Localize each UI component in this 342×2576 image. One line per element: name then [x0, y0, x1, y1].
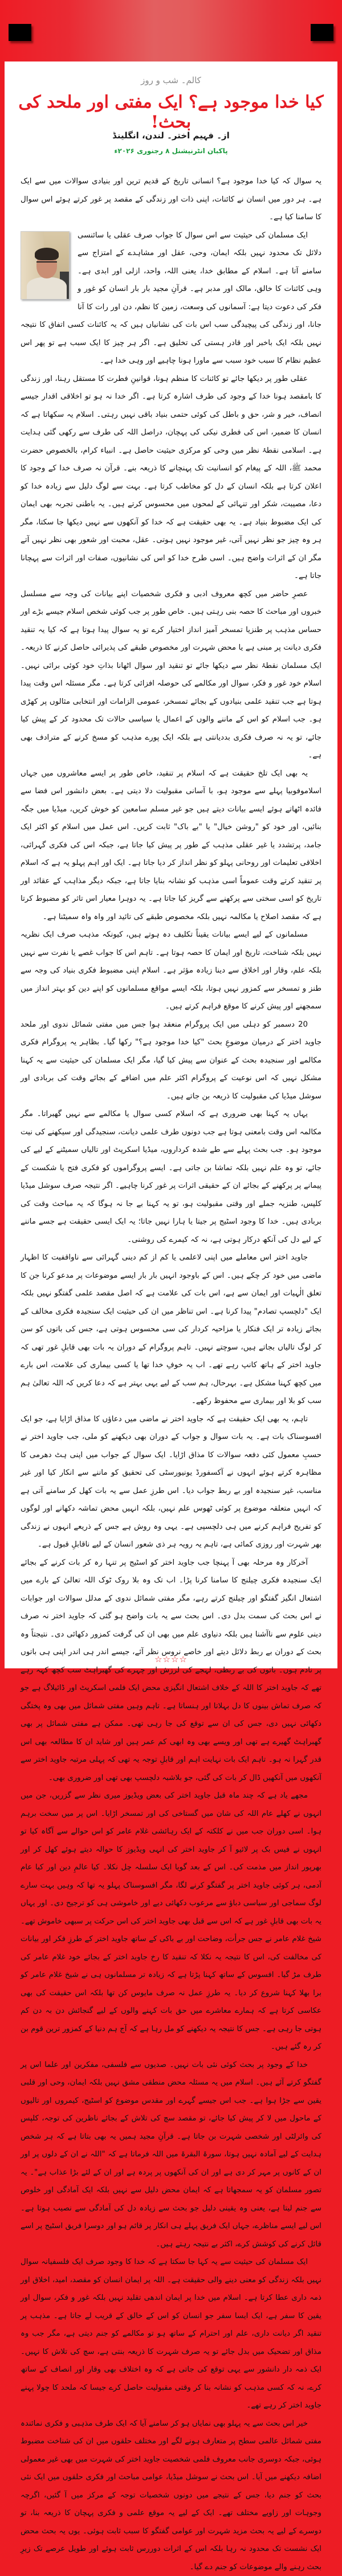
paragraph: یہاں یہ کہنا بھی ضروری ہے کہ اسلام کسی سوال یا مکالمے سے نہیں گھبراتا۔ مگر مکالمہ اس وقت بامعنی ہوتا ہے جب دونوں طرف علمی دیانت، سنجیدگی اور سیکھنے کی نیت موجود ہو۔ جب بحث پہلے سے طے شدہ کرداروں، میڈیا اسکرپٹ اور تالیاں سمیٹنے کے لیے کی جائے، تو وہ علم نہیں بلکہ تماشا بن جاتی ہے۔ ایسے پروگراموں کو فکری فتح یا شکست کے پیمانے پر پرکھنے کے بجائے ان کے حقیقی اثرات پر غور کرنا چاہیے۔ اگر نتیجہ صرف سوشل میڈیا کلپس، طنزیہ جملے اور وقتی مقبولیت ہو، تو یہ کہنا بے جا نہ ہوگا کہ یہ مباحث وقت کی بربادی ہیں۔ خدا کا وجود اسٹیج پر جیتا یا ہارا نہیں جاتا؛ یہ ایک ایسی حقیقت ہے جسے ماننے کے لیے دل کی آنکھ درکار ہوتی ہے، نہ کہ کیمرے کی روشنی۔ — [21, 1105, 321, 1249]
column-kicker: کالم۔ شب و روز — [5, 75, 337, 85]
header-band — [0, 0, 342, 61]
author-photo — [21, 231, 70, 300]
paragraph: یہ سوال کہ کیا خدا موجود ہے؟ انسانی تاریخ کے قدیم ترین اور بنیادی سوالات میں سے ایک ہے۔ ہر دور میں انسان نے کائنات، اپنی ذات اور زندگی کے مقصد پر غور کرتے ہوئے اس سوال کا سامنا کیا ہے۔ — [21, 173, 321, 227]
paragraph: مجھے یاد ہے کہ چند ماہ قبل جاوید اختر کی بعض ویڈیوز میری نظر سے گزریں، جن میں انہوں نے کھلے عام اللہ کی شان میں گستاخی کی اور تمسخر اڑایا۔ اس پر میں سخت برہم ہوا۔ اسی دوران جب میں نے کلکتہ کے ایک رہائشی غلام عامر کو اس حوالے سے آگاہ کیا تو انہوں نے فیس بک پر لائیو آ کر جاوید اختر کی انہی ویڈیوز کا حوالہ دیتے ہوئے کھل کر اور بھرپور انداز میں مذمت کی۔ اس کے بعد گویا ایک سلسلہ چل نکلا۔ کیا عالمِ دین اور کیا عام آدمی، ہر کوئی جاوید اختر پر گفتگو کرنے لگا، مگر افسوسناک پہلو یہ تھا کہ وہیں بہت سارے لوگ سماجی اور سیاسی دباؤ سے مرعوب دکھائی دیے اور خاموشی ہی کو ترجیح دی۔ اور یہاں یہ بات بھی قابلِ غور ہے کہ اس سے قبل بھی جاوید اختر کی اس حرکت پر سبھی خاموش تھے۔ شیخ غلام عامر نے جس جرأت، وضاحت اور بے باکی کے ساتھ جاوید اختر کے طرزِ فکر اور بیانات کی مخالفت کی، اس کا نتیجہ یہ نکلا کہ تنقید کا رخ جاوید اختر کے بجائے خود غلام عامر کی طرف مڑ گیا۔ افسوس کے ساتھ کہنا پڑتا ہے کہ زیادہ تر مسلمانوں ہی نے شیخ غلام عامر کو برا بھلا کہنا شروع کر دیا۔ یہ طرزِ عمل نہ صرف مایوس کن تھا بلکہ اس حقیقت کی بھی عکاسی کرتا ہے کہ ہمارے معاشرے میں حق بات کہنے والوں کے لیے گنجائش دن بہ دن کم ہوتی جا رہی ہے۔ جس کا نتیجہ یہ دیکھنے کو مل رہا ہے کہ آج ہم دنیا کے کمزور ترین قوم بن کر رہ گئے ہیں۔ — [21, 1787, 321, 2056]
article-headline: کیا خدا موجود ہے؟ ایک مفتی اور ملحد کی بحث! — [5, 92, 337, 132]
decorative-square-left — [9, 24, 31, 41]
article-page — [5, 61, 337, 1668]
publication-dateline: پاکبان انٹرنیشنل ۸ رجنوری ۲۰۲۶ء — [5, 147, 337, 155]
paragraph: مسلمانوں کے لیے ایسے بیانات یقیناً تکلیف دہ ہوتے ہیں، کیونکہ مذہب صرف ایک نظریہ نہیں بلکہ شناخت، تاریخ اور ایمان کا حصہ ہوتا ہے۔ تاہم اس کا جواب غصے یا نفرت سے نہیں بلکہ علم، وقار اور اخلاق سے دینا زیادہ مؤثر ہے۔ اسلام اپنی مضبوط فکری بنیاد کی وجہ سے طنز و تمسخر سے کمزور نہیں ہوتا، بلکہ ایسے مواقع مسلمانوں کو اپنے دین کو بہتر انداز میں سمجھنے اور پیش کرنے کا موقع فراہم کرتے ہیں۔ — [21, 926, 321, 1016]
paragraph: عصرِ حاضر میں کچھ معروف ادبی و فکری شخصیات اپنے بیانات کی وجہ سے مسلسل خبروں اور مباحث کا حصہ بنی رہتی ہیں۔ خاص طور پر جب کوئی شخص اسلام جیسے بڑے اور حساس مذہب پر طنزیا تمسخر آمیز انداز اختیار کرے تو یہ سوال پیدا ہوتا ہے کہ کیا یہ تنقید فکری دیانت پر مبنی ہے یا محض شہرت اور مخصوص طبقے کی پذیرائی حاصل کرنے کا ذریعہ۔ ایک مسلمان نقطۂ نظر سے دیکھا جائے تو تنقید اور سوال اٹھانا بذاتِ خود کوئی برائی نہیں۔ اسلام خود غور و فکر، سوال اور مکالمے کی حوصلہ افزائی کرتا ہے۔ مگر مسئلہ اس وقت پیدا ہوتا ہے جب تنقید علمی بنیادوں کے بجائے تمسخر، عمومی الزامات اور انتخابی مثالوں پر کھڑی ہو۔ جب اسلام کو اس کے ماننے والوں کے اعمال یا سیاسی حالات تک محدود کر کے پیش کیا جائے، تو یہ نہ صرف فکری بددیانتی ہے بلکہ ایک پورے مذہب کو مسخ کرنے کے مترادف بھی ہے۔ — [21, 585, 321, 765]
paragraph: ایک مسلمان کی حیثیت سے اس سوال کا جواب صرف عقلی یا سائنسی دلائل تک محدود نہیں بلکہ ایمان، وحی، عقل اور مشاہدے کے امتزاج سے سامنے آتا ہے۔ اسلام کے مطابق خدا، یعنی اللہ، واحد، ازلی اور ابدی ہے۔ وہی کائنات کا خالق، مالک اور مدبر ہے۔ قرآنِ مجید بار بار انسان کو غور و فکر کی دعوت دیتا ہے: آسمانوں کی وسعت، زمین کا نظم، دن اور رات کا آنا جانا، اور زندگی کی پیچیدگی سب اس بات کی نشانیاں ہیں کہ یہ کائنات کسی اتفاق کا نتیجہ نہیں بلکہ ایک باخبر اور قادر ہستی کی تخلیق ہے۔ اگر ہر چیز کا ایک سبب ہے تو پھر اس عظیم نظام کا سبب خود سبب سے ماورا ہونا چاہیے اور وہی خدا ہے۔ — [21, 227, 321, 370]
paragraph: عقلی طور پر دیکھا جائے تو کائنات کا منظم ہونا، قوانینِ فطرت کا مستقل رہنا، اور زندگی کا بامقصد ہونا خدا کے وجود کی طرف اشارہ کرتا ہے۔ اگر خدا نہ ہو تو اخلاقی اقدار جیسے انصاف، خیر و شر، حق و باطل کی کوئی حتمی بنیاد باقی نہیں رہتی۔ اسلام یہ سکھاتا ہے کہ انسان کا ضمیر، اس کی فطری نیکی کی پہچان، دراصل اللہ کی طرف سے رکھی گئی ہدایت ہے۔ اسلامی نقطۂ نظر میں وحی کو مرکزی حیثیت حاصل ہے۔ انبیاء کرام، بالخصوص حضرت محمد ﷺ، اللہ کے پیغام کو انسانیت تک پہنچانے کا ذریعہ بنے۔ قرآن نہ صرف خدا کے وجود کا اعلان کرتا ہے بلکہ انسان کے دل کو مخاطب کرتا ہے۔ بہت سے لوگ دلیل سے زیادہ خدا کو دعا، مصیبت، شکر اور تنہائی کے لمحوں میں محسوس کرتے ہیں۔ یہ باطنی تجربہ بھی ایمان کی ایک مضبوط بنیاد ہے۔ یہ بھی حقیقت ہے کہ خدا کو آنکھوں سے نہیں دیکھا جا سکتا، مگر ہر وہ چیز جو نظر نہیں آتی، غیر موجود نہیں ہوتی۔ عقل، محبت اور شعور بھی نظر نہیں آتے مگر ان کے اثرات واضح ہیں۔ اسی طرح خدا کو اس کی نشانیوں، صفات اور اثرات سے پہچانا جاتا ہے۔ — [21, 370, 321, 585]
paragraph: 20 دسمبر کو دہلی میں ایک پروگرام منعقد ہوا جس میں مفتی شمائل ندوی اور ملحد جاوید اختر کے درمیان موضوعِ بحث "کیا خدا موجود ہے؟" رکھا گیا۔ بظاہر یہ پروگرام فکری مکالمے اور سنجیدہ بحث کے عنوان سے پیش کیا گیا، مگر ایک مسلمان کی حیثیت سے یہ کہنا مشکل نہیں کہ اس نوعیت کے پروگرام اکثر علم میں اضافے کے بجائے وقت کی بربادی اور سوشل میڈیا کی مقبولیت کا ذریعہ بن جاتے ہیں۔ — [21, 1016, 321, 1106]
paragraph: یہ بھی ایک تلخ حقیقت ہے کہ اسلام پر تنقید، خاص طور پر ایسے معاشروں میں جہاں اسلاموفوبیا پہلے سے موجود ہو، با آسانی مقبولیت دلا دیتی ہے۔ بعض دانشور اس فضا سے فائدہ اٹھاتے ہوئے ایسے بیانات دیتے ہیں جو غیر مسلم سامعین کو خوش کریں، میڈیا میں جگہ بنائیں، اور خود کو "روشن خیال" یا "بے باک" ثابت کریں۔ اس عمل میں اسلام کو اکثر ایک جامد، پرتشدد یا غیر عقلی مذہب کے طور پر پیش کیا جاتا ہے، جبکہ اس کی فکری گہرائی، اخلاقی تعلیمات اور روحانی پہلو کو نظر انداز کر دیا جاتا ہے۔ ایک اور اہم پہلو یہ ہے کہ اسلام پر تنقید کرتے وقت عموماً اسی مذہب کو نشانہ بنایا جاتا ہے، جبکہ دیگر مذاہب کے عقائد اور تاریخ کو اسی سختی سے پرکھنے سے گریز کیا جاتا ہے۔ یہ دوہرا معیار اس تاثر کو مضبوط کرتا ہے کہ مقصد اصلاح یا مکالمہ نہیں بلکہ مخصوص طبقے کی تائید اور واہ واہ سمیٹنا ہے۔ — [21, 765, 321, 926]
paragraph: آخرکار وہ مرحلہ بھی آ پہنچا جب جاوید اختر کو اسٹیج پر تنہا رہ کر بات کرنے کے بجائے ایک سنجیدہ فکری چیلنج کا سامنا کرنا پڑا۔ اب تک وہ بلا روک ٹوک اللہ تعالیٰ کے بارے میں اشتعال انگیز گفتگو اور چیلنج کرتے رہے، مگر مفتی شمائل ندوی کے مدلل سوالات اور جوابات نے اس بحث کی سمت بدل دی۔ اس بحث سے یہ بات واضح ہو گئی کہ جاوید اختر نہ صرف دینی علوم سے ناآشنا ہیں بلکہ دنیاوی علم میں بھی ان کی گرفت کمزور دکھائی دی۔ نتیجتاً وہ بحث کے دوران بے ربط دلائل دیتے اور خاصے نروس نظر آئے، جیسے اندر ہی اندر اپنی ہی باتوں پر نادم ہوں۔ باتوں کی بے ربطی، لہجے کی لرزش اور چہرے کی گھبراہٹ سب کچھ کہہ رہے تھے کہ جاوید اختر کا اللہ کے خلاف اشتعال انگیزی محض ایک فلمی اسکرپٹ اور ڈائیلاگ ہے جو کہ صرف تماش بینوں کا دل بہلاتا اور ہنساتا ہے۔ تاہم وہیں مفتی شمائل میں بھی وہ پختگی دکھائی نہیں دی، جس کی ان سے توقع کی جا رہی تھی۔ ممکن ہے مفتی شمائل پر بھی گھبراہٹ گھیرے ہے تھی اور ویسے بھی وہ ابھی کم عمر ہیں اور شاید ان کا مطالعہ بھی اس قدر گہرا نہ ہو۔ تاہم ایک بات نہایت اہم اور قابلِ توجہ یہ تھی کہ پہلی مرتبہ جاوید اختر سے آنکھوں میں آنکھیں ڈال کر بات کی گئی، جو بلاشبہ دلچسپ بھی تھی اور ضروری بھی۔ — [21, 1554, 321, 1787]
end-stars-icon: ☆☆☆☆ — [5, 1654, 337, 1664]
article-body — [21, 173, 321, 2576]
decorative-square-right — [311, 24, 333, 41]
paragraph: جاوید اختر اس معاملے میں اپنی لاعلمی یا کم از کم دینی گہرائی سے ناواقفیت کا اظہار ماضی میں خود کر چکے ہیں۔ اس کے باوجود انہیں بار بار ایسے موضوعات پر مدعو کرنا جن کا تعلق الٰہیات اور ایمان سے ہے، اس بات کی علامت ہے کہ اصل مقصد علمی گفتگو نہیں بلکہ ایک "دلچسپ تصادم" پیدا کرنا ہے۔ اس تناظر میں ان کی حیثیت ایک سنجیدہ فکری مخالف کے بجائے زیادہ تر ایک فنکار یا مزاحیہ کردار کی سی محسوس ہوتی ہے، جس کی باتوں کو سن کر لوگ تالیاں بجاتے ہیں، سوچتے نہیں۔ تاہم پروگرام کے دوران یہ بات بھی قابلِ غور تھی کہ جاوید اختر کے ہاتھ کانپ رہے تھے۔ اب یہ خوفِ خدا تھا یا کسی بیماری کی علامت، اس بارے میں کچھ کہنا مشکل ہے۔ بہرحال، ہم سب کے لیے یہی بہتر ہے کہ دعا کریں کہ اللہ تعالیٰ ہم سب کو بلا اور بیماری سے محفوظ رکھے۔ — [21, 1249, 321, 1410]
paragraph: تاہم، یہ بھی ایک حقیقت ہے کہ جاوید اختر نے ماضی میں دعاؤں کا مذاق اڑایا ہے، جو ایک افسوسناک بات ہے۔ یہ بات سوال و جواب کے دوران بھی دیکھنے کو ملی، جب جاوید اختر نے حسبِ معمول کئی دفعہ سوالات کا مذاق اڑایا۔ ایک سوال کے جواب میں اپنی ہٹ دھرمی کا مظاہرہ کرتے ہوئے انہوں نے آکسفورڈ یونیورسٹی کی تحقیق کو ماننے سے انکار کیا اور غیر مناسب، غیر سنجیدہ اور بے ربط جواب دیا۔ اس طرزِ عمل سے یہ بات کھل کر سامنے آتی ہے کہ انہیں متعلقہ موضوع پر کوئی ٹھوس علم نہیں، بلکہ انہیں محض تماشہ دکھانے اور لوگوں کو تفریح فراہم کرنے میں ہی دلچسپی ہے۔ یہی وہ روش ہے جس کے ذریعے انہوں نے زندگی بھر شہرت اور روزی کمائی ہے، تاہم یہ رویہ ہر ذی شعور انسان کے لیے ناقابلِ قبول ہے۔ — [21, 1410, 321, 1554]
paragraph: ایک مسلمان کی حیثیت سے یہ کہا جا سکتا ہے کہ خدا کا وجود صرف ایک فلسفیانہ سوال نہیں بلکہ زندگی کو معنی دینے والی حقیقت ہے۔ اللہ پر ایمان انسان کو مقصد، امید، اخلاق اور ذمہ داری عطا کرتا ہے۔ اسلام میں خدا پر ایمان اندھی تقلید نہیں بلکہ غور و فکر، سوال اور یقین کا سفر ہے، ایک ایسا سفر جو انسان کو اس کے خالق کے قریب لے جاتا ہے۔ مذہب پر تنقید اگر دیانت داری، علم اور احترام کے ساتھ ہو تو مکالمے کو جنم دیتی ہے، مگر جب وہ مذاق اور تضحیک میں بدل جائے تو یہ صرف شہرت کا ذریعہ بنتی ہے، سچ کی تلاش کا نہیں۔ ایک ذمہ دار دانشور سے یہی توقع کی جاتی ہے کہ وہ اختلاف بھی وقار اور انصاف کے ساتھ کرے، نہ کہ کسی مذہب کو نشانہ بنا کر وقتی مقبولیت حاصل کرے جیسا کہ ملحد کا چولا پہنے جاوید اختر کر رہے تھے۔ — [21, 2253, 321, 2415]
author-byline: از۔ فہیم اختر۔ لندن، انگلینڈ — [5, 130, 337, 141]
paragraph: خدا کے وجود پر بحث کوئی نئی بات نہیں۔ صدیوں سے فلسفی، مفکرین اور علما اس پر گفتگو کرتے آئے ہیں۔ اسلام میں یہ مسئلہ محض منطقی مشق نہیں بلکہ ایمان، وحی اور قلبی یقین سے جڑا ہوا ہے۔ جب اس جیسے گہرے اور مقدس موضوع کو اسٹیج، کیمروں اور تالیوں کے ماحول میں لا کر پیش کیا جائے، تو مقصد سچ کی تلاش کے بجائے ناظرین کی توجہ، کلپس کی وائرلٹی اور شخصی شہرت بن جاتا ہے۔ قرآنِ مجید ہمیں یہ بھی بتاتا ہے کہ ہر شخص ہدایت کے لیے آمادہ نہیں ہوتا، سورۃ البقرۃ میں اللہ فرماتا ہے کہ "اللہ نے ان کے دلوں پر اور ان کے کانوں پر مہر کر دی ہے اور ان کی آنکھوں پر پردہ ہے اور ان کے لئے بڑا عذاب ہے"۔ یہ تصور مسلمان کو یہ سمجھاتا ہے کہ ایمان محض دلیل سے نہیں بلکہ ایک آمادگی اور خلوص سے جنم لیتا ہے، یعنی وہ یقینی دلیل جو بحث سے زیادہ دل کی آمادگی سے نصیب ہوتا ہے۔ اس لیے ایسے مناظرے، جہاں ایک فریق پہلے ہی انکار پر قائم ہو اور دوسرا فریق اسٹیج پر اسے قائل کرنے کی کوشش کرے، اکثر بے نتیجہ رہتے ہیں۔ — [21, 2056, 321, 2254]
paragraph: خیر اس بحث سے یہ پہلو بھی نمایاں ہو کر سامنے آیا کہ ایک طرف مذہبی و فکری نمائندہ مفتی شمائل عالمی سطح پر متعارف ہونے لگے اور مختلف حلقوں میں ان کی شناخت مضبوط ہوئی، جبکہ دوسری جانب معروف فلمی شخصیت جاوید اختر کی شہرت میں بھی غیر معمولی اضافہ دیکھنے میں آیا۔ اس بحث نے سوشل میڈیا، عوامی مباحث اور فکری حلقوں میں ایک نئی بحث کو جنم دیا، جس کے نتیجے میں دونوں شخصیات توجہ کے مرکز میں آ گئیں، اگرچہ وجوہات اور زاویے مختلف تھے۔ ایک کے لیے یہ موقع علمی و فکری پہچان کا ذریعہ بنا، تو دوسرے کے لیے یہ بحث مزید شہرت اور عوامی گفتگو کا سبب ثابت ہوئی۔ یوں یہ بحث محض ایک نشست تک محدود نہ رہا بلکہ اس کے اثرات دوررس ثابت ہوئے اور طویل عرصے تک زیرِ بحث رہنے والے موضوعات کو جنم دے گیا۔ — [21, 2415, 321, 2576]
glasses-icon — [36, 261, 57, 267]
